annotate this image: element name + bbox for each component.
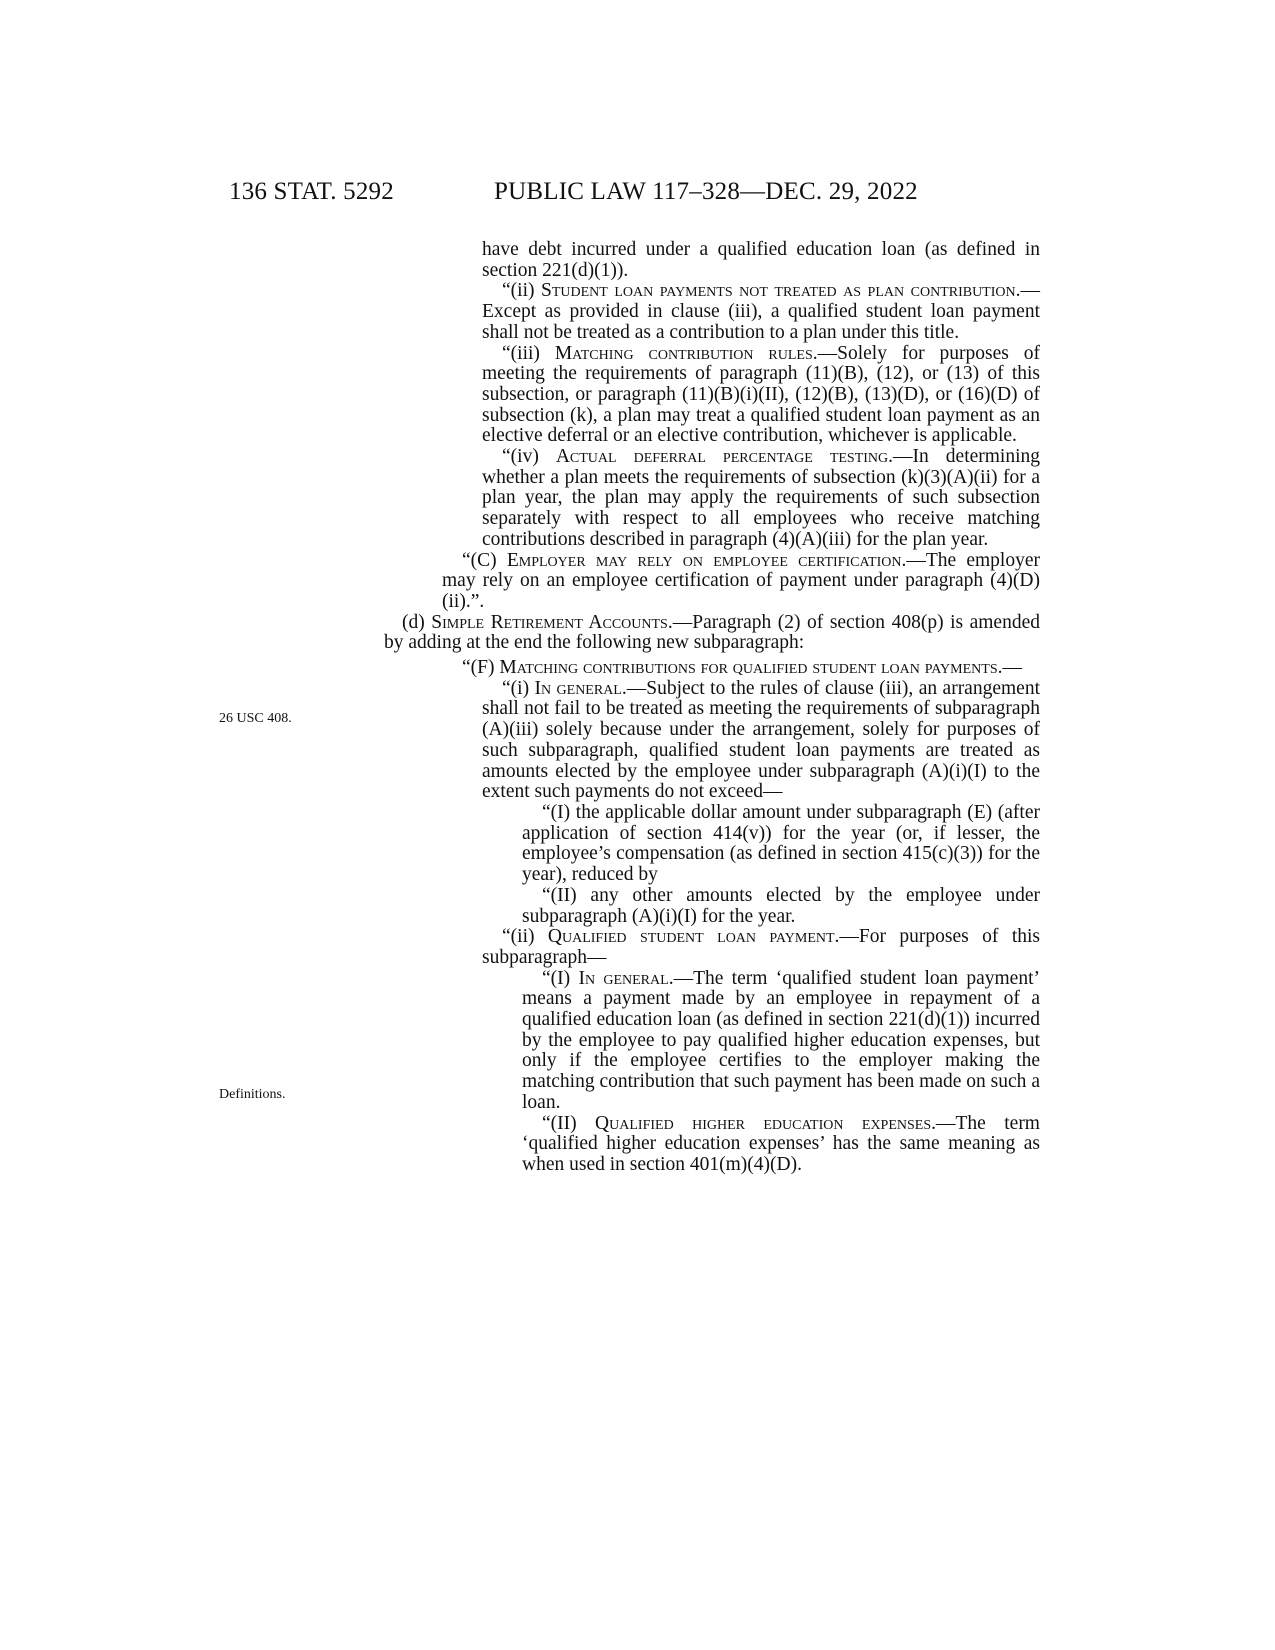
clause-i: “(i) In general.—Subject to the rules of clause (iii), an arrangement shall not fail to be treated as meeting the requirements of subparagraph (A)(iii) solely because under the arrangement, solely for purposes of such subparagraph, qualified student loan payments are treated as amounts elected by the employee under subparagraph (A)(i)(I) to the extent such payments do not exceed—: [482, 677, 1040, 803]
margin-note-usc: 26 USC 408.: [219, 711, 292, 726]
definition-in-general: “(I) In general.—The term ‘qualified student loan payment’ means a payment made by an employee in repayment of a qualified education loan (as defined in section 221(d)(1)) incurred by the employee to pay qualified higher education expenses, but only if the employee certifies to the employer making the matching contribution that such payment has been made on such a loan.: [522, 967, 1040, 1113]
clause-ii-definitions: “(ii) Qualified student loan payment.—For purposes of this subparagraph—: [482, 926, 1040, 968]
margin-note-definitions: Definitions.: [219, 1087, 286, 1102]
definition-higher-education-expenses: “(II) Qualified higher education expenses.—The term ‘qualified higher education expenses’ has the same meaning as when used in section 401(m)(4)(D).: [522, 1112, 1040, 1175]
clause-iii: “(iii) Matching contribution rules.—Solely for purposes of meeting the requirements of paragraph (11)(B), (12), or (13) of this subsection, or paragraph (11)(B)(i)(II), (12)(B), (13)(D), or (16)(D) of subsection (k), a plan may treat a qualified student loan payment as an elective deferral or an elective contribution, whichever is applicable.: [482, 342, 1040, 447]
subparagraph-f: “(F) Matching contributions for qualified student loan payments.—: [462, 657, 1022, 679]
subsection-d: (d) Simple Retirement Accounts.—Paragraph (2) of section 408(p) is amended by adding at the end the following new subparagraph:: [384, 611, 1040, 654]
clause-ii: “(ii) Student loan payments not treated as plan contribution.—Except as provided in clause (iii), a qualified student loan payment shall not be treated as a contribution to a plan under this title.: [482, 280, 1040, 343]
subclause-I: “(I) the applicable dollar amount under subparagraph (E) (after application of section 414(v)) for the year (or, if lesser, the employee’s compensation (as defined in section 415(c)(3)) for the year), reduced by: [522, 801, 1040, 886]
clause-iv: “(iv) Actual deferral percentage testing.—In determining whether a plan meets the requirements of subsection (k)(3)(A)(ii) for a plan year, the plan may apply the requirements of such subsection separately with respect to all employees who receive matching contributions described in paragraph (4)(A)(iii) for the plan year.: [482, 446, 1041, 550]
page-number: 136 STAT. 5292: [229, 178, 394, 205]
subclause-II: “(II) any other amounts elected by the employee under subparagraph (A)(i)(I) for the year.: [522, 884, 1040, 927]
running-head: PUBLIC LAW 117–328—DEC. 29, 2022: [494, 178, 918, 205]
paragraph-continuation: have debt incurred under a qualified education loan (as defined in section 221(d)(1)).: [482, 239, 1040, 281]
subparagraph-c: “(C) Employer may rely on employee certification.—The employer may rely on an employee certification of payment under paragraph (4)(D)(ii).”.: [442, 549, 1040, 612]
document-body: [384, 240, 1040, 1176]
